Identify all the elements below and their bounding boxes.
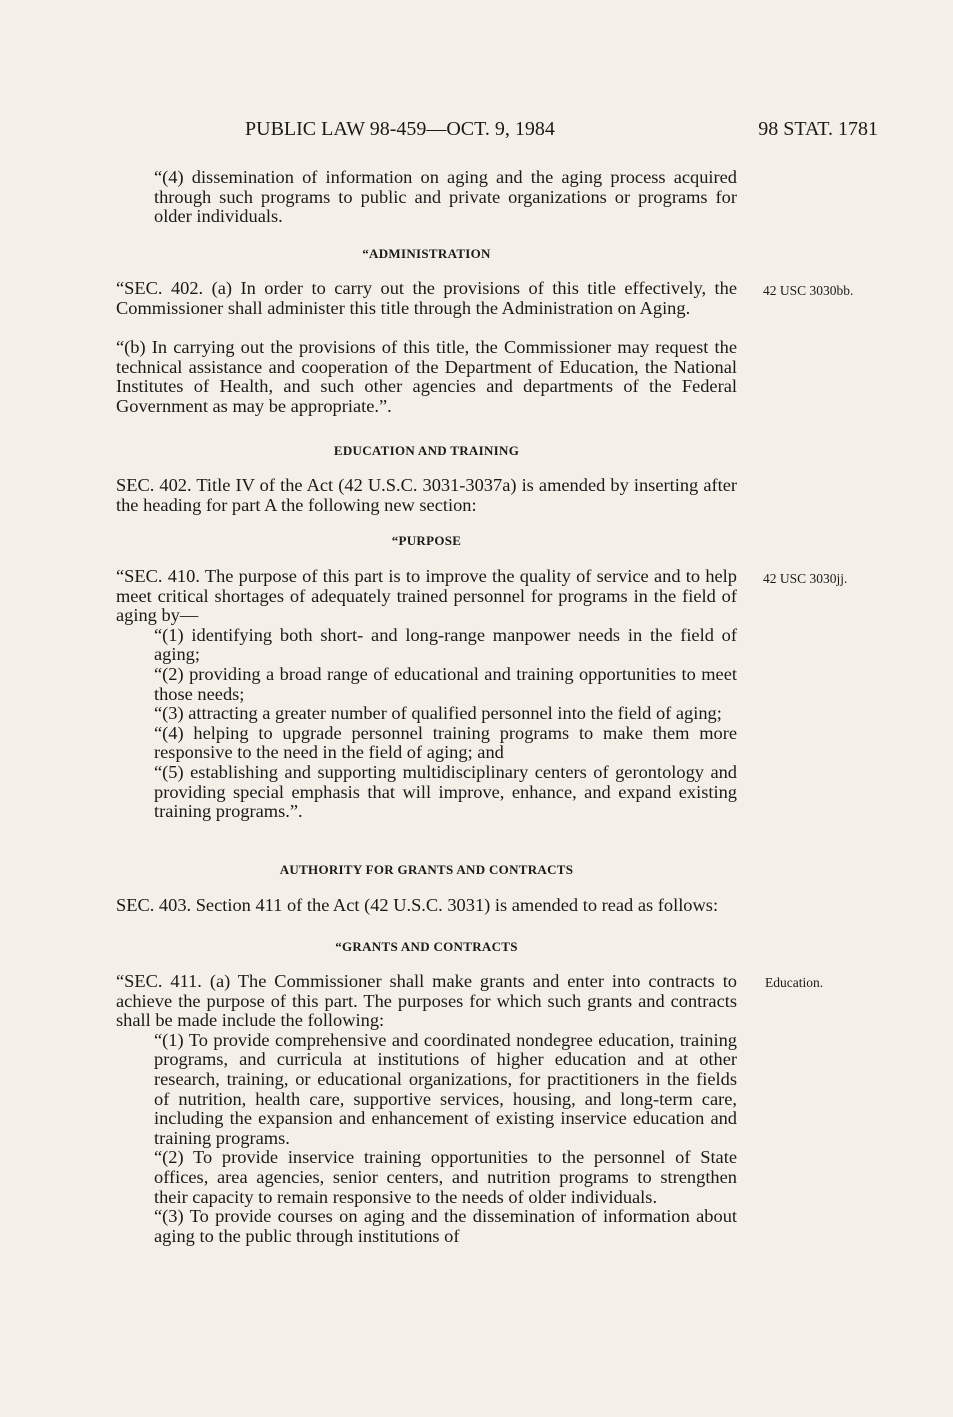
list-item: “(4) helping to upgrade personnel training programs to make them more responsive to the need in the field of aging; and xyxy=(154,722,737,763)
margin-note-education: Education. xyxy=(765,975,824,990)
margin-note-usc-3030bb: 42 USC 3030bb. xyxy=(763,283,854,298)
section-402-amendment xyxy=(116,476,737,515)
list-item: “(2) To provide inservice training opportunities to the personnel of State offices, area agencies, senior centers, and nutrition programs to strengthen their capacity to remain responsive to the needs of older individuals. xyxy=(154,1147,737,1207)
list-item: “(3) attracting a greater number of qualified personnel into the field of aging; xyxy=(154,703,722,724)
list-item: “(2) providing a broad range of educational and training opportunities to meet those needs; xyxy=(154,663,737,704)
margin-note-usc-3030jj: 42 USC 3030jj. xyxy=(763,571,848,586)
section-403 xyxy=(116,896,737,916)
heading-administration: “ADMINISTRATION xyxy=(362,246,491,261)
page-header xyxy=(245,118,878,148)
paragraph-text: “(b) In carrying out the provisions of this title, the Commissioner may request the technical assistance and cooperation of the Department of Education, the National Institutes of Health, and such other agencies and departments of the Federal Government as may be appropriate.”. xyxy=(116,337,737,416)
list-item: “(3) To provide courses on aging and the dissemination of information about aging to the public through institutions of xyxy=(154,1206,737,1246)
heading-grants-contracts: “GRANTS AND CONTRACTS xyxy=(335,939,518,954)
section-410 xyxy=(116,567,737,822)
header-stat-page: 98 STAT. 1781 xyxy=(758,118,878,140)
section-402-a xyxy=(116,279,737,318)
paragraph-text: SEC. 403. Section 411 of the Act (42 U.S.C. 3031) is amended to read as follows: xyxy=(116,895,719,915)
heading-authority-grants-contracts: AUTHORITY FOR GRANTS AND CONTRACTS xyxy=(279,862,574,877)
section-402-b xyxy=(116,338,737,416)
heading-education-training: EDUCATION AND TRAINING xyxy=(333,443,520,458)
list-item: “(1) identifying both short- and long-range manpower needs in the field of aging; xyxy=(154,624,737,665)
paragraph-text: “SEC. 410. The purpose of this part is to improve the quality of service and to help meet critical shortages of adequately trained personnel for programs in the field of aging by— xyxy=(116,566,737,626)
header-public-law: PUBLIC LAW 98-459—OCT. 9, 1984 xyxy=(245,118,555,140)
paragraph-text: “(4) dissemination of information on aging and the aging process acquired through such programs to public and private organizations or programs for older individuals. xyxy=(154,167,737,227)
list-item: “(1) To provide comprehensive and coordinated nondegree education, training programs, and curricula at institutions of higher education and at other research, training, or educational organizations, for practitioners in the fields of nutrition, health care, supportive services, housing, and long-term care, including the expansion and enhancement of existing inservice education and training programs. xyxy=(154,1029,737,1148)
list-item: “(5) establishing and supporting multidisciplinary centers of gerontology and providing special emphasis that will improve, enhance, and expand existing training programs.”. xyxy=(154,761,737,822)
paragraph-text: “SEC. 411. (a) The Commissioner shall make grants and enter into contracts to achieve the purpose of this part. The purposes for which such grants and contracts shall be made include the following: xyxy=(116,971,737,1031)
heading-purpose: “PURPOSE xyxy=(391,533,462,548)
section-411 xyxy=(116,972,737,1246)
paragraph-text: “SEC. 402. (a) In order to carry out the provisions of this title effectively, the Commissioner shall administer this title through the Administration on Aging. xyxy=(116,278,737,318)
paragraph-dissemination xyxy=(116,168,737,227)
paragraph-text: SEC. 402. Title IV of the Act (42 U.S.C. 3031-3037a) is amended by inserting after the heading for part A the following new section: xyxy=(116,475,737,515)
